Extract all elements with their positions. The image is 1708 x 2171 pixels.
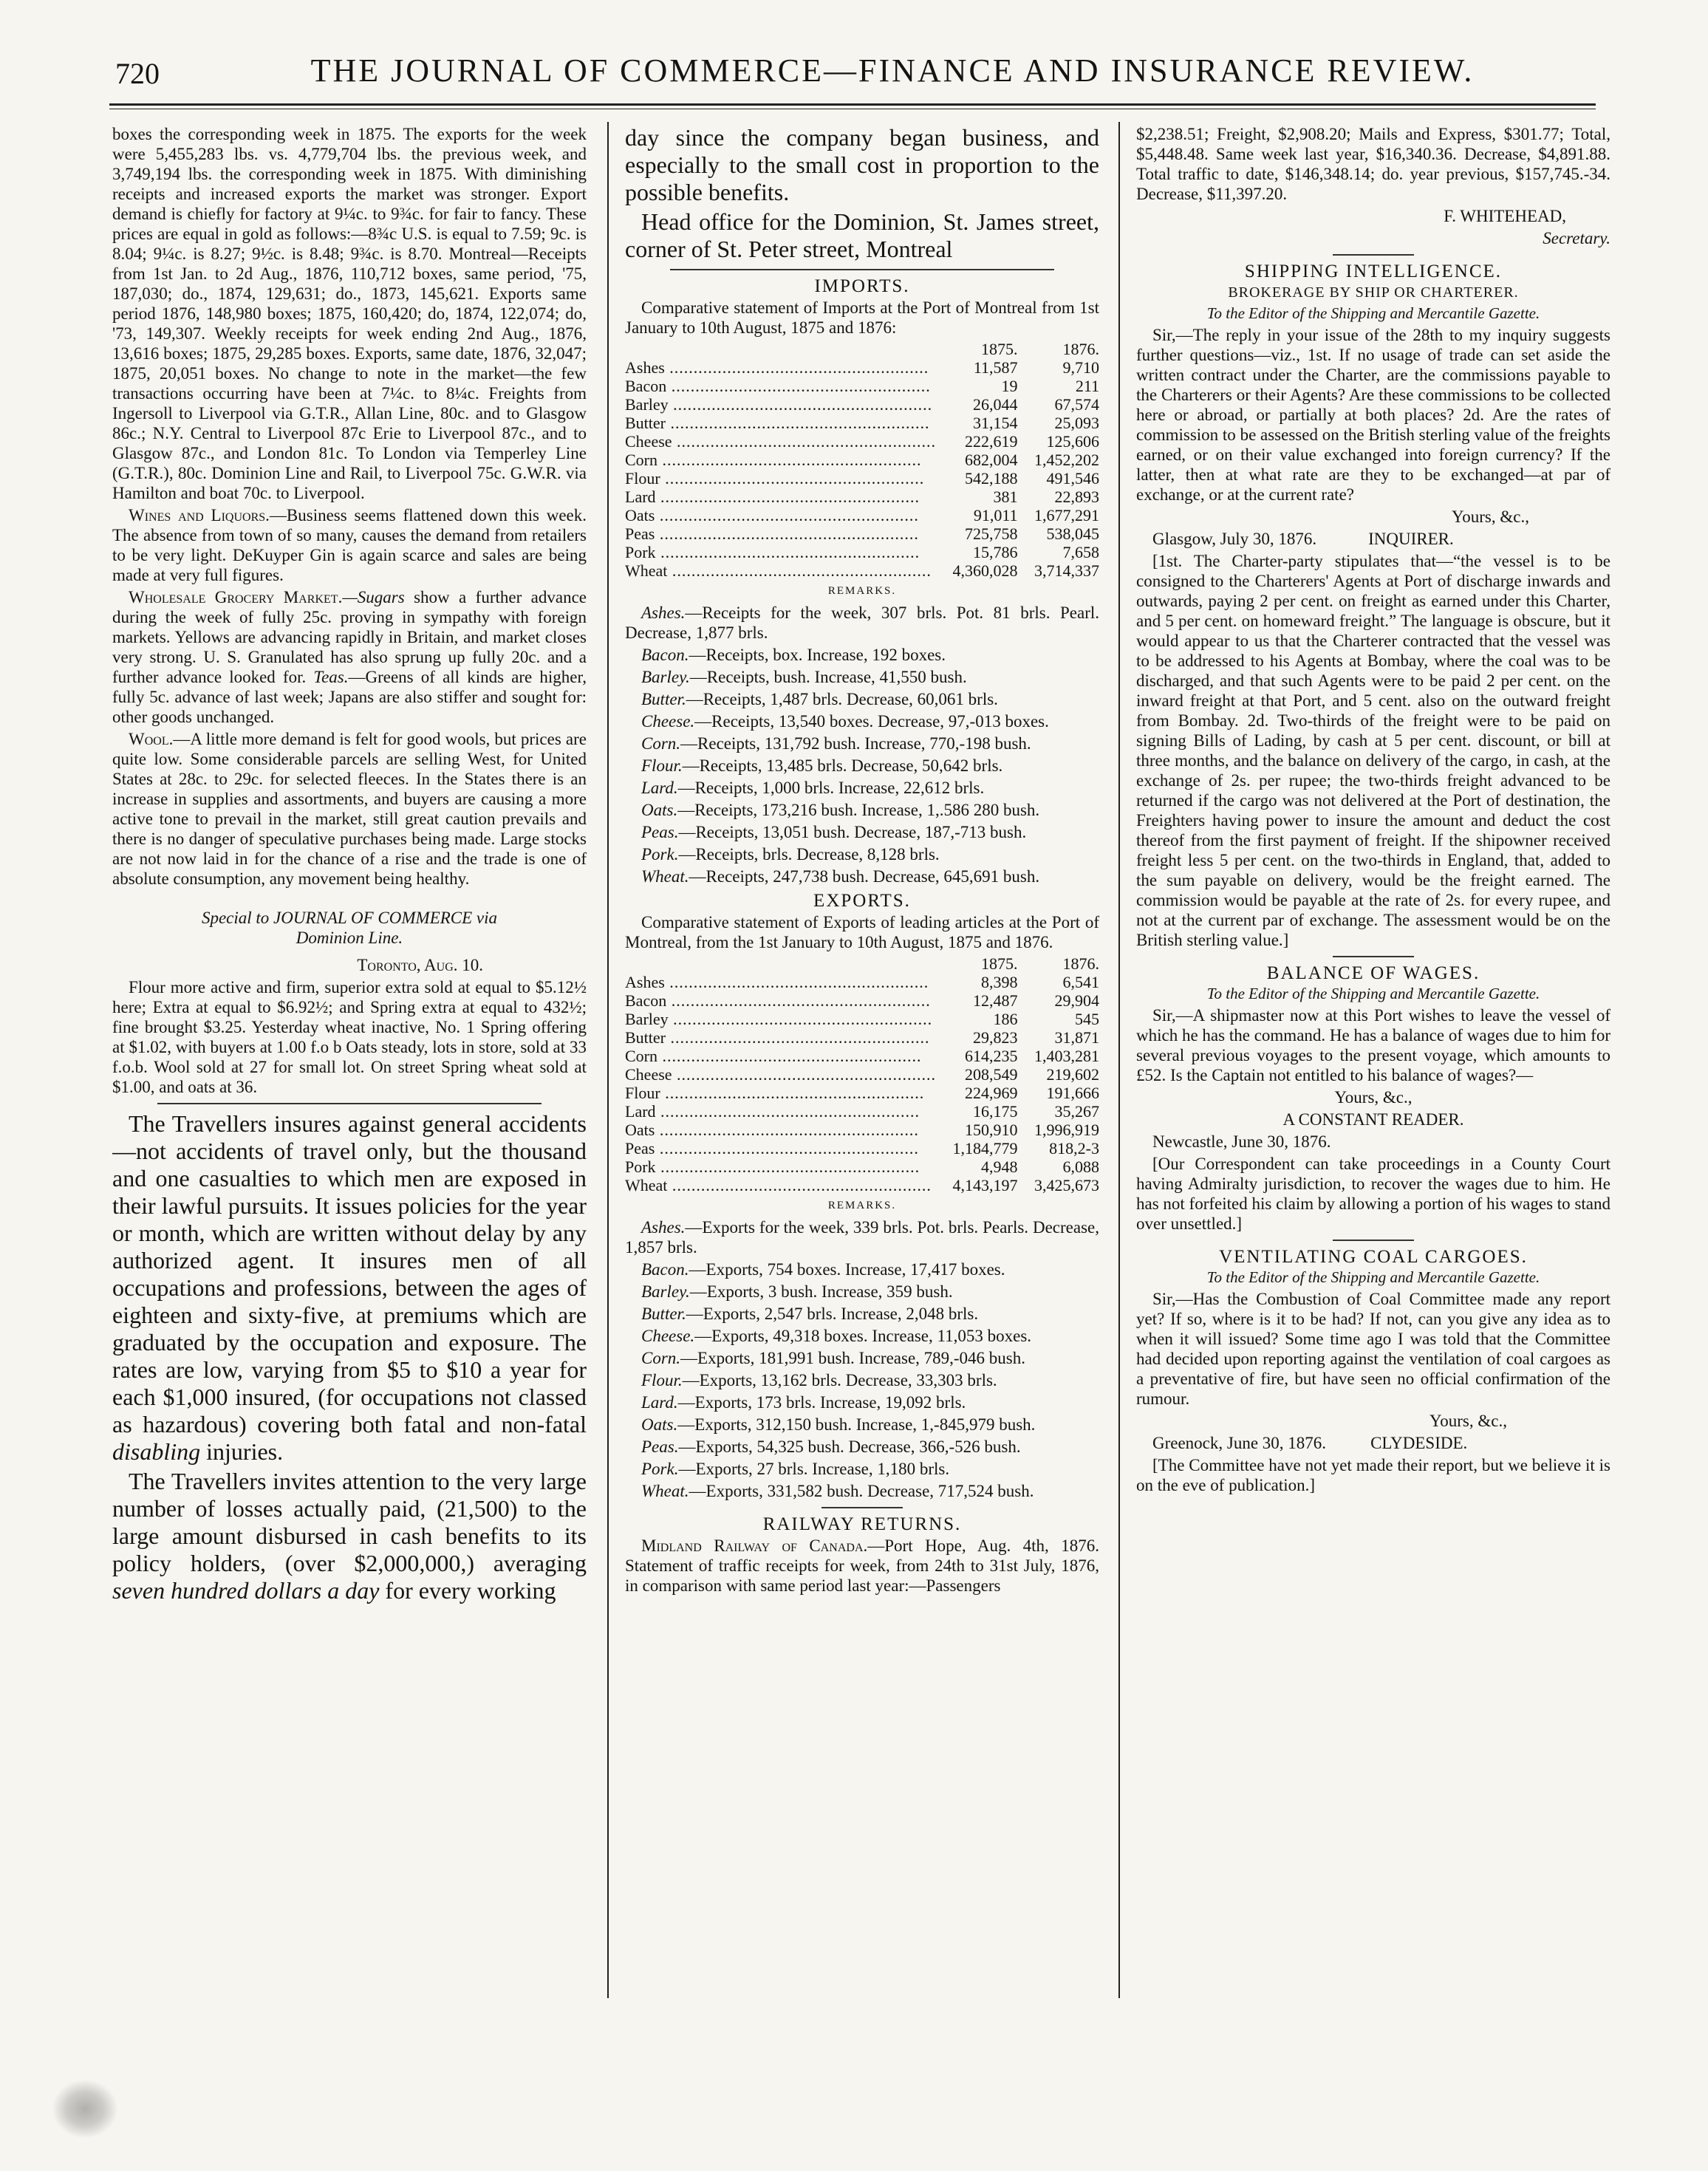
exports-value-1876: 35,267 bbox=[1054, 1102, 1099, 1121]
imports-value-1876: 9,710 bbox=[1062, 358, 1099, 377]
exports-intro: Comparative statement of Exports of leading articles at the Port of Montreal, from the 1st January to 10th August, 1875 and 1876. bbox=[625, 913, 1099, 951]
travellers-ad-2-end: for every working bbox=[379, 1577, 556, 1604]
imports-value-1875: 542,188 bbox=[965, 469, 1018, 488]
imports-commodity: Bacon ..... bbox=[625, 377, 936, 395]
imports-note-label: Corn. bbox=[641, 734, 681, 753]
signature-title: Secretary. bbox=[1543, 229, 1610, 247]
imports-note-label: Wheat. bbox=[641, 867, 689, 886]
ventilating-signature: CLYDESIDE. bbox=[1370, 1434, 1468, 1452]
imports-value-1875: 15,786 bbox=[973, 543, 1018, 561]
grocery-text-b: —Greens of all kinds are higher, fully 5c. advance of last week; Japans are also stiffer and sought for: other goods unchanged. bbox=[112, 668, 587, 726]
imports-row bbox=[625, 543, 1099, 561]
exports-value-1876: 31,871 bbox=[1054, 1028, 1099, 1047]
imports-remarks-label: REMARKS. bbox=[827, 585, 897, 597]
imports-row bbox=[625, 414, 1099, 432]
imports-commodity: Lard ..... bbox=[625, 488, 936, 506]
wines-liquors-report bbox=[112, 505, 587, 585]
exports-value-1875: 16,175 bbox=[973, 1102, 1018, 1121]
exports-note-label: Pork. bbox=[641, 1460, 679, 1478]
imports-note-text: —Receipts, 13,540 boxes. Decrease, 97,-013 boxes. bbox=[694, 712, 1049, 731]
exports-value-1876: 545 bbox=[1075, 1010, 1099, 1028]
imports-row bbox=[625, 432, 1099, 451]
column-2 bbox=[625, 124, 1099, 1993]
imports-value-1875: 19 bbox=[1001, 377, 1018, 395]
exports-note-label: Oats. bbox=[641, 1415, 678, 1434]
imports-row bbox=[625, 395, 1099, 414]
imports-note bbox=[625, 711, 1099, 731]
imports-row bbox=[625, 451, 1099, 469]
column-3 bbox=[1136, 124, 1610, 1993]
exports-row bbox=[625, 1028, 1099, 1047]
imports-commodity: Oats ..... bbox=[625, 506, 936, 524]
exports-note-text: —Exports for the week, 339 brls. Pot. brls. Pearls. Decrease, 1,857 brls. bbox=[625, 1218, 1099, 1257]
imports-note bbox=[625, 756, 1099, 776]
imports-row bbox=[625, 524, 1099, 543]
grocery-lead: Wholesale Grocery Market. bbox=[129, 588, 343, 606]
imports-value-1876: 538,045 bbox=[1046, 524, 1099, 543]
ventilating-place: Greenock, June 30, 1876. bbox=[1152, 1434, 1327, 1452]
imports-note-label: Flour. bbox=[641, 756, 683, 775]
imports-note bbox=[625, 800, 1099, 820]
exports-note bbox=[625, 1392, 1099, 1412]
wages-reply: [Our Correspondent can take proceedings in a County Court having Admiralty jurisdiction, to recover the wages due to him. He has not forfeited his claim by allowing a portion of his wages to stand over unsettled.] bbox=[1136, 1155, 1610, 1233]
exports-note-label: Butter. bbox=[641, 1305, 686, 1323]
imports-header-row bbox=[625, 340, 1099, 358]
exports-note-text: —Exports, 13,162 brls. Decrease, 33,303 brls. bbox=[682, 1371, 997, 1389]
exports-value-1876: 818,2-3 bbox=[1049, 1139, 1099, 1158]
imports-commodity: Peas ..... bbox=[625, 524, 936, 543]
section-rule bbox=[157, 1103, 542, 1104]
exports-note-text: —Exports, 181,991 bush. Increase, 789,-046 bush. bbox=[680, 1349, 1026, 1367]
exports-commodity: Bacon ..... bbox=[625, 991, 936, 1010]
exports-commodity: Wheat ..... bbox=[625, 1176, 936, 1194]
exports-remarks-label: REMARKS. bbox=[827, 1200, 897, 1211]
railway-report-cont: $2,238.51; Freight, $2,908.20; Mails and Express, $301.77; Total, $5,448.48. Same week last year, $16,340.36. Decrease, $4,891.88. Total traffic to date, $146,348.14; do. year previous, $157,745.-34. Decrease, $11,397.20. bbox=[1136, 125, 1610, 203]
exports-row bbox=[625, 1139, 1099, 1158]
exports-note-text: —Exports, 3 bush. Increase, 359 bush. bbox=[689, 1282, 953, 1301]
travellers-ad-2 bbox=[112, 1468, 587, 1604]
exports-commodity: Cheese ..... bbox=[625, 1065, 936, 1084]
exports-note bbox=[625, 1481, 1099, 1501]
signature-whitehead: F. WHITEHEAD, bbox=[1444, 207, 1566, 225]
page-number: 720 bbox=[115, 57, 160, 90]
exports-value-1876: 1,996,919 bbox=[1034, 1121, 1099, 1139]
grocery-sugars: —Sugars bbox=[342, 588, 405, 606]
wool-lead: Wool. bbox=[129, 730, 174, 748]
section-rule bbox=[1333, 254, 1414, 256]
imports-note bbox=[625, 667, 1099, 687]
railway-heading: RAILWAY RETURNS. bbox=[762, 1514, 962, 1534]
exports-value-1875: 208,549 bbox=[965, 1065, 1018, 1084]
travellers-ad-1 bbox=[112, 1110, 587, 1466]
imports-note-text: —Receipts, 1,487 brls. Decrease, 60,061 brls. bbox=[686, 690, 998, 708]
exports-value-1876: 6,088 bbox=[1062, 1158, 1099, 1176]
wines-lead: Wines and Liquors. bbox=[129, 506, 270, 524]
imports-note bbox=[625, 689, 1099, 709]
toronto-dateline: Toronto, Aug. 10. bbox=[357, 956, 483, 974]
exports-row bbox=[625, 1010, 1099, 1028]
exports-year-1875: 1875. bbox=[981, 954, 1018, 973]
ventilating-sign-line bbox=[1136, 1433, 1610, 1453]
shipping-signature: INQUIRER. bbox=[1368, 530, 1454, 548]
imports-note-text: —Receipts, 131,792 bush. Increase, 770,-198 bush. bbox=[680, 734, 1031, 753]
wool-report bbox=[112, 729, 587, 889]
imports-note-label: Oats. bbox=[641, 801, 678, 819]
exports-note bbox=[625, 1217, 1099, 1257]
exports-value-1875: 224,969 bbox=[965, 1084, 1018, 1102]
imports-row bbox=[625, 506, 1099, 524]
exports-commodity: Pork ..... bbox=[625, 1158, 936, 1176]
imports-value-1876: 211 bbox=[1075, 377, 1099, 395]
imports-commodity: Corn ..... bbox=[625, 451, 936, 469]
exports-value-1876: 1,403,281 bbox=[1034, 1047, 1099, 1065]
imports-row bbox=[625, 358, 1099, 377]
imports-commodity: Ashes ..... bbox=[625, 358, 936, 377]
column-divider-2 bbox=[1118, 122, 1120, 1998]
exports-note bbox=[625, 1459, 1099, 1479]
travellers-ad-2-italic: seven hundred dollars a day bbox=[112, 1577, 380, 1604]
exports-row bbox=[625, 1176, 1099, 1194]
shipping-to-editor: To the Editor of the Shipping and Mercantile Gazette. bbox=[1206, 304, 1540, 322]
ventilating-yours: Yours, &c., bbox=[1429, 1412, 1507, 1430]
exports-commodity: Flour ..... bbox=[625, 1084, 936, 1102]
exports-note bbox=[625, 1282, 1099, 1302]
imports-commodity: Flour ..... bbox=[625, 469, 936, 488]
exports-commodity: Barley ..... bbox=[625, 1010, 936, 1028]
travellers-ad-2-text: The Travellers invites attention to the very large number of losses actually paid, (21,500) to the large amount disbursed in cash benefits to its policy holders, (over $2,000,000,) averaging bbox=[112, 1468, 587, 1576]
exports-note bbox=[625, 1304, 1099, 1324]
imports-note-text: —Receipts, 1,000 brls. Increase, 22,612 brls. bbox=[677, 779, 985, 797]
column-1 bbox=[112, 124, 587, 1993]
railway-lead: Midland Railway of Canada. bbox=[641, 1536, 868, 1555]
wages-place: Newcastle, June 30, 1876. bbox=[1152, 1132, 1331, 1151]
imports-note-text: —Receipts, bush. Increase, 41,550 bush. bbox=[689, 668, 967, 686]
imports-note-label: Cheese. bbox=[641, 712, 695, 731]
exports-value-1876: 3,425,673 bbox=[1034, 1176, 1099, 1194]
exports-year-1876: 1876. bbox=[1062, 954, 1099, 973]
exports-note-label: Peas. bbox=[641, 1437, 679, 1456]
shipping-sign-line bbox=[1136, 529, 1610, 549]
wines-text: —Business seems flattened down this week. The absence from town of so many, causes the demand from retailers to be very light. DeKuyper Gin is again scarce and sales are being made at very full figures. bbox=[112, 506, 587, 584]
exports-note-text: —Exports, 54,325 bush. Decrease, 366,-526 bush. bbox=[678, 1437, 1021, 1456]
column-divider-1 bbox=[607, 122, 609, 1998]
imports-note bbox=[625, 778, 1099, 798]
section-rule bbox=[670, 269, 1054, 270]
imports-note-label: Ashes. bbox=[641, 604, 686, 622]
ventilating-letter: Sir,—Has the Combustion of Coal Committee made any report yet? If so, where is it to be had? If not, can you give any idea as to when it will issued? Some time ago I was told that the Committee had decided upon reporting against the ventilation of coal cargoes as a preventative of fire, but have seen no official confirmation of the rumour. bbox=[1136, 1290, 1610, 1408]
imports-row bbox=[625, 488, 1099, 506]
exports-commodity: Ashes ..... bbox=[625, 973, 936, 991]
exports-note bbox=[625, 1259, 1099, 1279]
exports-note bbox=[625, 1415, 1099, 1435]
exports-commodity: Corn ..... bbox=[625, 1047, 936, 1065]
imports-note-text: —Receipts, box. Increase, 192 boxes. bbox=[689, 646, 946, 664]
imports-value-1875: 91,011 bbox=[973, 506, 1018, 524]
imports-year-1876: 1876. bbox=[1062, 340, 1099, 358]
imports-commodity: Wheat ..... bbox=[625, 561, 936, 580]
imports-value-1876: 491,546 bbox=[1046, 469, 1099, 488]
grocery-report bbox=[112, 587, 587, 727]
exports-note bbox=[625, 1437, 1099, 1457]
exports-note bbox=[625, 1370, 1099, 1390]
imports-value-1876: 1,677,291 bbox=[1034, 506, 1099, 524]
railway-text: —Port Hope, Aug. 4th, 1876. Statement of traffic receipts for week, from 24th to 31st July, 1876, in comparison with same period last year:—Passengers bbox=[625, 1536, 1099, 1595]
section-rule bbox=[1333, 1240, 1414, 1241]
imports-value-1875: 31,154 bbox=[973, 414, 1018, 432]
exports-note-label: Ashes. bbox=[641, 1218, 686, 1237]
imports-note-text: —Receipts, 247,738 bush. Decrease, 645,691 bush. bbox=[689, 867, 1040, 886]
exports-row bbox=[625, 1047, 1099, 1065]
imports-value-1875: 26,044 bbox=[973, 395, 1018, 414]
exports-remarks bbox=[625, 1217, 1099, 1501]
head-office: Head office for the Dominion, St. James street, corner of St. Peter street, Montreal bbox=[625, 208, 1099, 262]
grocery-teas: Teas. bbox=[313, 668, 349, 686]
shipping-place: Glasgow, July 30, 1876. bbox=[1152, 530, 1317, 548]
exports-value-1876: 219,602 bbox=[1046, 1065, 1099, 1084]
journal-title: THE JOURNAL OF COMMERCE—FINANCE AND INSURANCE REVIEW. bbox=[310, 52, 1475, 89]
exports-value-1875: 29,823 bbox=[973, 1028, 1018, 1047]
wool-text: —A little more demand is felt for good wools, but prices are quite low. Some considerable parcels are selling West, for United States at 28c. to 29c. for selected fleeces. In the States there is an increase in supplies and assortments, and buyers are causing a more active tone to prevail in the market, still great caution prevails and there is no danger of speculative purchases being made. Large stocks are not now laid in for the chance of a rise and the trade is one of absolute consumption, any movement being healthy. bbox=[112, 730, 587, 888]
exports-commodity: Butter ..... bbox=[625, 1028, 936, 1047]
page-header bbox=[109, 52, 1594, 96]
imports-heading: IMPORTS. bbox=[814, 276, 910, 296]
exports-row bbox=[625, 1084, 1099, 1102]
special-dispatch-line-2: Dominion Line. bbox=[296, 929, 403, 947]
exports-note-label: Flour. bbox=[641, 1371, 683, 1389]
imports-year-1875: 1875. bbox=[981, 340, 1018, 358]
imports-note-text: —Receipts, brls. Decrease, 8,128 brls. bbox=[678, 845, 940, 864]
shipping-letter: Sir,—The reply in your issue of the 28th to my inquiry suggests further questions—viz., 1st. If no usage of trade can set aside the written contract under the Charter, are the commissions payable to the Charterers or their Agents? Are these commissions to be collected here or abroad, or partially at both places? 2d. Are the rates of commission to be assessed on the British sterling value of the freights earned, or on their value exchanged into foreign currency? If the latter, then at what rate are they to be exchanged—at par of exchange, or at the current rate? bbox=[1136, 326, 1610, 504]
exports-note bbox=[625, 1326, 1099, 1346]
imports-commodity: Barley ..... bbox=[625, 395, 936, 414]
imports-commodity: Butter ..... bbox=[625, 414, 936, 432]
exports-note-label: Cheese. bbox=[641, 1327, 695, 1345]
imports-value-1876: 25,093 bbox=[1054, 414, 1099, 432]
exports-note-text: —Exports, 754 boxes. Increase, 17,417 boxes. bbox=[689, 1260, 1005, 1279]
ventilating-heading: VENTILATING COAL CARGOES. bbox=[1219, 1247, 1528, 1267]
exports-value-1876: 191,666 bbox=[1046, 1084, 1099, 1102]
exports-header-row bbox=[625, 954, 1099, 973]
exports-commodity: Lard ..... bbox=[625, 1102, 936, 1121]
exports-value-1875: 12,487 bbox=[973, 991, 1018, 1010]
shipping-reply: [1st. The Charter-party stipulates that—“the vessel is to be consigned to the Charterers' Agents at Port of discharge inwards and outwards, paying 2 per cent. on freight as earned under this Charter, and 5 per cent. on homeward freight.” The language is obscure, but it would appear to us that the Charterer contracted that the vessel was to be addressed to his Agents at Bombay, where the coal was to be discharged, and that such Agents were to be paid 2 per cent. on the inward freight at that Port, and 5 cent. also on the outward freight from Bombay. 2d. Two-thirds of the freight were to be paid on signing Bills of Lading, by cash at 5 per cent. discount, or bill at three months, and the balance on delivery of the cargo, in cash, at the exchange of 2s. per rupee; the two-thirds freight advanced to be returned if the cargo was not delivered at the Port of destination, the Freighters having power to insure the amount and deduct the cost thereof from the first payment of freight. If the shipowner received freight less 5 per cent. on the two-thirds in England, that, added to the sum payable on delivery, would be the freight earned. The commission would be payable at the rate of 2s. for every rupee, and not at the current par of exchange. The assessment would be on the British sterling value.] bbox=[1136, 552, 1610, 949]
imports-value-1876: 1,452,202 bbox=[1034, 451, 1099, 469]
imports-note-label: Pork. bbox=[641, 845, 679, 864]
exports-note-label: Barley. bbox=[641, 1282, 690, 1301]
exports-commodity: Peas ..... bbox=[625, 1139, 936, 1158]
imports-note-label: Peas. bbox=[641, 823, 679, 841]
imports-row bbox=[625, 469, 1099, 488]
imports-value-1875: 4,360,028 bbox=[952, 561, 1018, 580]
shipping-heading: SHIPPING INTELLIGENCE. bbox=[1244, 261, 1503, 281]
imports-table bbox=[625, 340, 1099, 580]
ink-smudge bbox=[52, 2079, 118, 2138]
exports-row bbox=[625, 1158, 1099, 1176]
imports-note-text: —Receipts, 13,051 bush. Decrease, 187,-713 bush. bbox=[678, 823, 1027, 841]
toronto-report: Flour more active and firm, superior extra sold at equal to $5.12½ here; Extra at equal to $6.92½; and Spring extra at equal to 432½; fine brought $3.25. Yesterday wheat inactive, No. 1 Spring offering at $1.02, with buyers at 1.00 f.o b Oats steady, lots in store, sold at 33 f.o.b. Wool sold at 27 for small lot. On street Spring wheat sold at $1.00, and oats at 36. bbox=[112, 978, 587, 1096]
imports-value-1875: 11,587 bbox=[973, 358, 1018, 377]
cheese-report: boxes the corresponding week in 1875. The exports for the week were 5,455,283 lbs. vs. 4,779,704 lbs. the previous week, and 3,749,194 lbs. the corresponding week in 1875. With diminishing receipts and increased exports the market was stronger. Export demand is chiefly for factory at 9¼c. to 9¾c. for fair to fancy. These prices are equal in gold as follows:—8¾c U.S. is equal to 7.59; 9c. is 8.04; 9¼c. is 8.27; 9½c. is 8.48; 9¾c. is 8.70. Montreal—Receipts from 1st Jan. to 2d Aug., 1876, 110,712 boxes, same period, '75, 187,030; do., 1874, 129,631; do., 1873, 145,621. Exports same period 1876, 148,980 boxes; 1875, 160,420; do, 1874, 122,074; do, '73, 149,307. Weekly receipts for week ending 2nd Aug., 1876, 13,616 boxes; 1875, 29,285 boxes. Exports, same date, 1876, 32,047; 1875, 20,051 boxes. No change to note in the market—the few transactions occurring have been at 7¼c. to 8¼c. Freights from Ingersoll to Liverpool via G.T.R., Allan Line, 80c. and to Glasgow 86c.; N.Y. Central to Liverpool 87c Erie to Liverpool 87c., and to Glasgow 87c., and London 81c. To London via Temperley Line (G.T.R.), 80c. Dominion Line and Rail, to Liverpool 75c. G.W.R. via Hamilton and boat 70c. to Liverpool. bbox=[112, 125, 587, 502]
imports-value-1875: 725,758 bbox=[965, 524, 1018, 543]
imports-value-1875: 381 bbox=[993, 488, 1018, 506]
exports-commodity: Oats ..... bbox=[625, 1121, 936, 1139]
exports-value-1875: 4,948 bbox=[981, 1158, 1018, 1176]
imports-value-1876: 3,714,337 bbox=[1034, 561, 1099, 580]
ventilating-reply: [The Committee have not yet made their report, but we believe it is on the eve of publication.] bbox=[1136, 1456, 1610, 1494]
wages-heading: BALANCE OF WAGES. bbox=[1266, 963, 1480, 983]
imports-commodity: Cheese ..... bbox=[625, 432, 936, 451]
exports-value-1875: 186 bbox=[993, 1010, 1018, 1028]
railway-report bbox=[625, 1536, 1099, 1596]
shipping-subheading: BROKERAGE BY SHIP OR CHARTERER. bbox=[1228, 284, 1519, 301]
exports-note-text: —Exports, 173 brls. Increase, 19,092 brls. bbox=[677, 1393, 966, 1412]
exports-note-text: —Exports, 331,582 bush. Decrease, 717,524 bush. bbox=[689, 1482, 1034, 1500]
exports-value-1876: 29,904 bbox=[1054, 991, 1099, 1010]
wages-letter: Sir,—A shipmaster now at this Port wishes to leave the vessel of which he has the command. He has a balance of wages due to him for several previous voyages to the present voyage, which amounts to £52. Is the Captain not entitled to his balance of wages?— bbox=[1136, 1006, 1610, 1084]
imports-note-text: —Receipts, 173,216 bush. Increase, 1,.586 280 bush. bbox=[677, 801, 1040, 819]
exports-value-1875: 4,143,197 bbox=[952, 1176, 1018, 1194]
imports-note-label: Barley. bbox=[641, 668, 690, 686]
header-rule bbox=[109, 103, 1596, 106]
exports-row bbox=[625, 991, 1099, 1010]
imports-value-1876: 125,606 bbox=[1046, 432, 1099, 451]
exports-row bbox=[625, 1065, 1099, 1084]
exports-note bbox=[625, 1348, 1099, 1368]
imports-remarks bbox=[625, 603, 1099, 886]
imports-intro: Comparative statement of Imports at the Port of Montreal from 1st January to 10th August, 1875 and 1876: bbox=[625, 298, 1099, 337]
shipping-yours: Yours, &c., bbox=[1451, 507, 1529, 526]
exports-note-text: —Exports, 49,318 boxes. Increase, 11,053 boxes. bbox=[694, 1327, 1032, 1345]
section-rule bbox=[1333, 956, 1414, 957]
imports-note-label: Lard. bbox=[641, 779, 678, 797]
ventilating-to-editor: To the Editor of the Shipping and Mercantile Gazette. bbox=[1206, 1268, 1540, 1286]
imports-note-text: —Receipts for the week, 307 brls. Pot. 81 brls. Pearl. Decrease, 1,877 brls. bbox=[625, 604, 1099, 642]
wages-to-editor: To the Editor of the Shipping and Mercantile Gazette. bbox=[1206, 985, 1540, 1002]
imports-note bbox=[625, 866, 1099, 886]
imports-value-1876: 7,658 bbox=[1062, 543, 1099, 561]
exports-note-label: Bacon. bbox=[641, 1260, 689, 1279]
travellers-ad-1-text: The Travellers insures against general accidents—not accidents of travel only, but the thousand and one casualties to which men are exposed in their lawful pursuits. It issues policies for the year or month, which are written without delay by any authorized agent. It insures men of all occupations and professions, between the ages of eighteen and sixty-five, at premiums which are graduated by the occupation and exposure. The rates are low, varying from $5 to $10 a year for each $1,000 insured, (for occupations not classed as hazardous) covering both fatal and non-fatal bbox=[112, 1110, 587, 1437]
wages-signature: A CONSTANT READER. bbox=[1282, 1110, 1464, 1129]
exports-table bbox=[625, 954, 1099, 1194]
imports-note bbox=[625, 734, 1099, 753]
imports-note bbox=[625, 822, 1099, 842]
imports-value-1876: 67,574 bbox=[1054, 395, 1099, 414]
imports-row bbox=[625, 561, 1099, 580]
imports-note-label: Bacon. bbox=[641, 646, 689, 664]
exports-value-1875: 1,184,779 bbox=[952, 1139, 1018, 1158]
exports-note-label: Corn. bbox=[641, 1349, 681, 1367]
exports-note-text: —Exports, 2,547 brls. Increase, 2,048 brls. bbox=[686, 1305, 979, 1323]
travellers-ad-1-end: injuries. bbox=[200, 1438, 284, 1465]
imports-note-text: —Receipts, 13,485 brls. Decrease, 50,642 brls. bbox=[682, 756, 1003, 775]
travellers-ad-1-italic: disabling bbox=[112, 1438, 201, 1465]
imports-note bbox=[625, 603, 1099, 643]
imports-note-label: Butter. bbox=[641, 690, 686, 708]
exports-note-text: —Exports, 27 brls. Increase, 1,180 brls. bbox=[678, 1460, 950, 1478]
exports-row bbox=[625, 1102, 1099, 1121]
exports-value-1875: 8,398 bbox=[981, 973, 1018, 991]
grocery-text: show a further advance during the week of fully 25c. proving in sympathy with foreign markets. Yellows are advancing rapidly in Britain, and market closes very strong. U. S. Granulated has also sprung up fully 20c. and a further advance looked for. bbox=[112, 588, 587, 686]
imports-note bbox=[625, 645, 1099, 665]
special-dispatch-line: Special to JOURNAL OF COMMERCE via bbox=[201, 909, 498, 927]
imports-commodity: Pork ..... bbox=[625, 543, 936, 561]
imports-row bbox=[625, 377, 1099, 395]
exports-value-1875: 614,235 bbox=[965, 1047, 1018, 1065]
section-rule bbox=[821, 1507, 903, 1508]
imports-value-1875: 222,619 bbox=[965, 432, 1018, 451]
exports-note-label: Wheat. bbox=[641, 1482, 689, 1500]
imports-value-1875: 682,004 bbox=[965, 451, 1018, 469]
travellers-ad-cont: day since the company began business, and especially to the small cost in proportion to the possible benefits. bbox=[625, 124, 1099, 205]
exports-row bbox=[625, 973, 1099, 991]
imports-value-1876: 22,893 bbox=[1054, 488, 1099, 506]
imports-note bbox=[625, 844, 1099, 864]
exports-value-1876: 6,541 bbox=[1062, 973, 1099, 991]
exports-note-label: Lard. bbox=[641, 1393, 678, 1412]
exports-note-text: —Exports, 312,150 bush. Increase, 1,-845,979 bush. bbox=[677, 1415, 1036, 1434]
wages-yours: Yours, &c., bbox=[1334, 1088, 1412, 1107]
exports-value-1875: 150,910 bbox=[965, 1121, 1018, 1139]
exports-heading: EXPORTS. bbox=[813, 891, 911, 911]
exports-row bbox=[625, 1121, 1099, 1139]
